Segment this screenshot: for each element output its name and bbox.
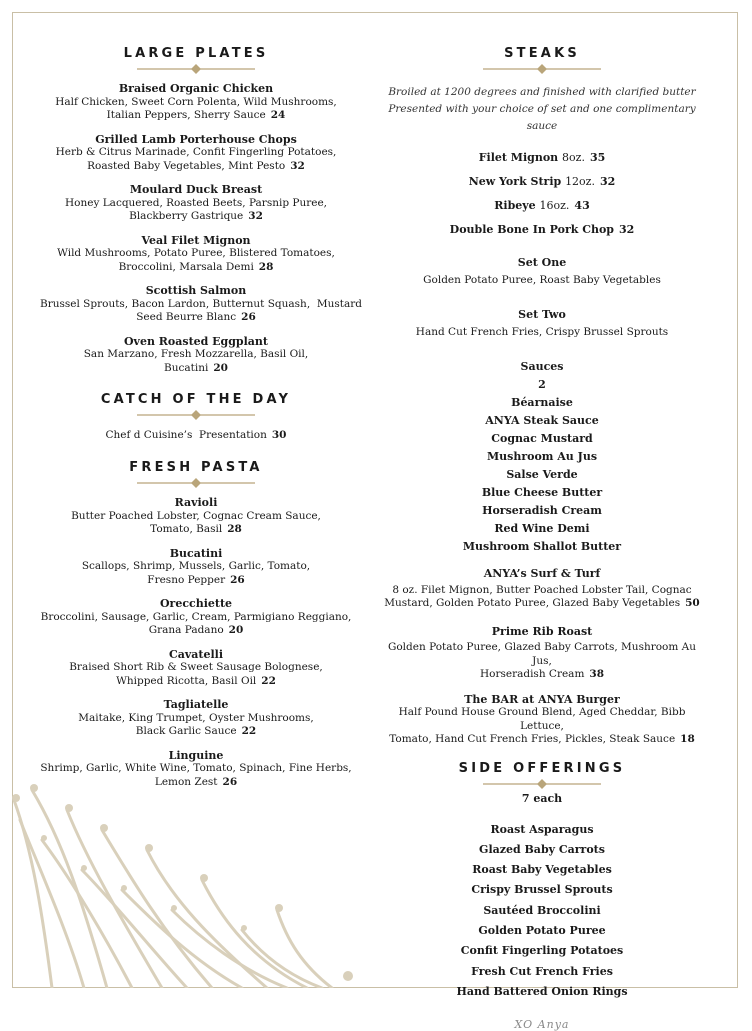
- item-name: Bucatini: [169, 546, 223, 560]
- item-desc: Fresno Pepper: [147, 573, 226, 586]
- item-price: 26: [241, 311, 256, 323]
- item-name: Orecchiette: [159, 597, 233, 610]
- item-desc: San Marzano, Fresh Mozzarella, Basil Oil,: [83, 348, 309, 360]
- item-desc: Broccolini, Marsala Demi: [118, 260, 254, 273]
- steak-price: 35: [589, 151, 606, 164]
- large-plates-list: [40, 82, 362, 375]
- sauces-price: 2: [538, 378, 546, 391]
- item-price: 22: [241, 725, 257, 737]
- item-desc: 8 oz. Filet Mignon, Butter Poached Lobster Tail, Cognac: [392, 583, 692, 596]
- divider-ornament-icon: [137, 478, 255, 488]
- sauce-item: Horseradish Cream: [482, 504, 602, 517]
- item-desc: Shrimp, Garlic, White Wine, Tomato, Spinach, Fine Herbs,: [40, 762, 352, 774]
- item-name: Linguine: [168, 748, 224, 762]
- divider-ornament-icon: [483, 64, 601, 74]
- large-plates-title: LARGE PLATES: [123, 46, 269, 61]
- side-item: Hand Battered Onion Rings: [456, 984, 628, 998]
- item-desc: Braised Short Rib & Sweet Sausage Bolognese,: [69, 661, 323, 673]
- side-item: Fresh Cut French Fries: [471, 964, 613, 978]
- side-offerings-list: [378, 820, 706, 1003]
- menu-item: [40, 597, 352, 638]
- item-price: 50: [685, 597, 700, 609]
- item-price: 30: [271, 429, 287, 441]
- steak-item: [378, 175, 706, 188]
- menu-item: [40, 82, 352, 123]
- steaks-intro: [378, 84, 706, 135]
- catch-of-the-day-title: CATCH OF THE DAY: [100, 392, 292, 407]
- item-desc: Lemon Zest: [154, 775, 218, 788]
- steak-price: 32: [619, 223, 635, 236]
- item-desc: Tomato, Basil: [150, 523, 223, 535]
- item-desc: Honey Lacquered, Roasted Beets, Parsnip Puree,: [64, 196, 327, 209]
- divider-ornament-icon: [137, 410, 255, 420]
- fresh-pasta-title: FRESH PASTA: [129, 460, 263, 475]
- side-item: Roast Asparagus: [490, 822, 594, 836]
- divider-ornament-icon: [483, 779, 601, 789]
- item-price: 32: [290, 159, 305, 172]
- divider-ornament-icon: [137, 64, 255, 74]
- menu-item: [40, 496, 352, 537]
- sauces-title: Sauces: [520, 360, 564, 373]
- item-desc: Mustard, Golden Potato Puree, Glazed Baby Vegetables: [384, 597, 681, 609]
- steak-name: Ribeye: [494, 199, 536, 212]
- sauce-item: Red Wine Demi: [494, 522, 590, 535]
- steak-set: [378, 308, 706, 339]
- item-desc: Chef d Cuisine’s Presentation: [105, 429, 267, 441]
- menu-item: [40, 234, 352, 275]
- right-column: [378, 46, 706, 1031]
- steak-name: Double Bone In Pork Chop: [449, 223, 615, 236]
- steak-item: [378, 199, 706, 212]
- steak-price: 32: [599, 175, 616, 188]
- side-item: Crispy Brussel Sprouts: [471, 883, 613, 897]
- signature: XO Anya: [514, 1018, 570, 1031]
- menu-item: [378, 693, 706, 747]
- steaks-intro-line: Broiled at 1200 degrees and finished with clarified butter: [388, 86, 696, 98]
- item-desc: Butter Poached Lobster, Cognac Cream Sauce,: [71, 509, 321, 522]
- item-price: 24: [270, 109, 286, 121]
- item-price: 26: [230, 573, 245, 586]
- item-desc: Roasted Baby Vegetables, Mint Pesto: [87, 159, 286, 172]
- menu-item: [378, 625, 706, 682]
- menu-item: [378, 567, 706, 611]
- sauce-item: Salse Verde: [506, 468, 578, 481]
- item-price: 28: [227, 523, 242, 535]
- set-desc: Golden Potato Puree, Roast Baby Vegetables: [423, 274, 661, 286]
- sauce-item: Béarnaise: [511, 396, 573, 409]
- sauce-item: Blue Cheese Butter: [481, 486, 603, 499]
- item-desc: Horseradish Cream: [479, 668, 585, 680]
- sauce-item: ANYA Steak Sauce: [485, 414, 599, 427]
- item-desc: Italian Peppers, Sherry Sauce: [106, 109, 266, 121]
- item-price: 22: [261, 674, 276, 687]
- steak-name: Filet Mignon: [478, 151, 559, 164]
- item-price: 28: [258, 260, 274, 273]
- item-name: Scottish Salmon: [145, 284, 247, 297]
- side-item: Glazed Baby Carrots: [479, 842, 605, 856]
- sauces-list: [378, 358, 706, 556]
- steak-name: New York Strip: [468, 175, 562, 188]
- item-name: ANYA’s Surf & Turf: [483, 567, 601, 580]
- item-price: 18: [680, 733, 695, 745]
- menu-item: [40, 183, 352, 224]
- menu-item: [40, 749, 352, 790]
- item-name: Cavatelli: [168, 647, 224, 661]
- side-offerings-price: 7 each: [521, 791, 563, 805]
- item-desc: Half Pound House Ground Blend, Aged Cheddar, Bibb Lettuce,: [398, 706, 686, 732]
- side-item: Confit Fingerling Potatoes: [460, 944, 624, 958]
- menu-item: [40, 547, 352, 588]
- side-offerings-title: SIDE OFFERINGS: [458, 760, 626, 776]
- item-price: 38: [589, 668, 605, 680]
- side-item: Roast Baby Vegetables: [472, 863, 612, 877]
- item-price: 32: [248, 210, 263, 222]
- item-desc: Whipped Ricotta, Basil Oil: [116, 674, 257, 687]
- steak-size: 16oz.: [539, 199, 570, 212]
- fresh-pasta-list: [40, 496, 352, 789]
- menu-item: [40, 698, 352, 739]
- item-desc: Maitake, King Trumpet, Oyster Mushrooms,: [78, 711, 314, 724]
- item-price: 26: [222, 775, 238, 788]
- side-item: Golden Potato Puree: [478, 923, 606, 937]
- steak-item: [378, 151, 706, 164]
- catch-of-the-day-item: [40, 428, 352, 442]
- item-desc: Black Garlic Sauce: [135, 725, 237, 737]
- menu-item: [40, 648, 352, 689]
- steak-price: 43: [574, 199, 590, 212]
- sauce-item: Mushroom Au Jus: [486, 450, 598, 463]
- item-name: Moulard Duck Breast: [129, 183, 263, 196]
- steak-size: 8oz.: [562, 151, 585, 164]
- set-name: Set Two: [518, 308, 566, 321]
- item-name: Tagliatelle: [163, 698, 229, 711]
- steak-set: [378, 256, 706, 287]
- item-desc: Wild Mushrooms, Potato Puree, Blistered Tomatoes,: [57, 247, 335, 259]
- steak-cuts: [378, 151, 706, 236]
- sauce-item: Mushroom Shallot Butter: [462, 540, 622, 553]
- set-desc: Hand Cut French Fries, Crispy Brussel Sprouts: [415, 326, 669, 338]
- menu-item: [40, 284, 362, 325]
- item-desc: Tomato, Hand Cut French Fries, Pickles, Steak Sauce: [389, 733, 676, 745]
- item-desc: Grana Padano: [148, 624, 224, 636]
- item-desc: Half Chicken, Sweet Corn Polenta, Wild Mushrooms,: [55, 95, 337, 108]
- item-name: Veal Filet Mignon: [141, 233, 251, 247]
- item-desc: Bucatini: [164, 361, 209, 374]
- item-price: 20: [213, 361, 228, 374]
- left-column: [40, 46, 362, 789]
- sauce-item: Cognac Mustard: [491, 432, 593, 445]
- steak-size: 12oz.: [565, 175, 595, 188]
- item-desc: Broccolini, Sausage, Garlic, Cream, Parmigiano Reggiano,: [40, 610, 352, 623]
- menu-item: [40, 335, 352, 376]
- item-desc: Brussel Sprouts, Bacon Lardon, Butternut Squash, Mustard: [40, 297, 362, 310]
- item-desc: Golden Potato Puree, Glazed Baby Carrots, Mushroom Au Jus,: [387, 641, 697, 667]
- steaks-intro-line: Presented with your choice of set and one complimentary sauce: [388, 103, 696, 132]
- item-name: Oven Roasted Eggplant: [123, 334, 269, 348]
- item-name: Ravioli: [174, 496, 218, 509]
- item-name: Prime Rib Roast: [491, 624, 593, 638]
- steaks-title: STEAKS: [504, 46, 580, 61]
- menu-item: [40, 133, 352, 174]
- item-desc: Blackberry Gastrique: [129, 210, 244, 222]
- item-name: Braised Organic Chicken: [118, 82, 274, 95]
- item-desc: Herb & Citrus Marinade, Confit Fingerling Potatoes,: [55, 146, 337, 158]
- item-desc: Seed Beurre Blanc: [136, 311, 237, 323]
- side-item: Sautéed Broccolini: [483, 903, 601, 917]
- steak-item: [378, 223, 706, 236]
- item-name: Grilled Lamb Porterhouse Chops: [95, 132, 297, 146]
- botanical-decoration-icon: [12, 780, 357, 988]
- item-name: The BAR at ANYA Burger: [464, 692, 620, 706]
- set-name: Set One: [517, 256, 567, 269]
- item-desc: Scallops, Shrimp, Mussels, Garlic, Tomato,: [81, 560, 311, 572]
- item-price: 20: [228, 624, 244, 636]
